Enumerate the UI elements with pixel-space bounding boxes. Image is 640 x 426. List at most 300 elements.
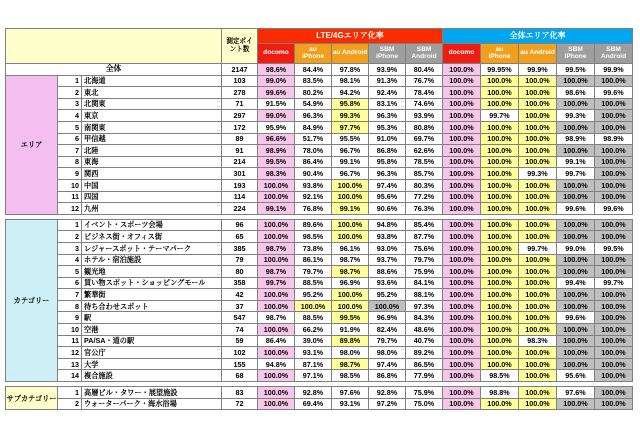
cell-all-1[interactable]: 100.0% [481, 219, 519, 231]
cell-all-4[interactable]: 100.0% [595, 110, 633, 122]
cell-lte-2[interactable]: 96.7% [332, 168, 369, 180]
cell-lte-0[interactable]: 98.6% [258, 64, 295, 76]
cell-lte-0[interactable]: 100.0% [258, 398, 295, 410]
cell-all-0[interactable]: 100.0% [443, 98, 481, 110]
cell-all-2[interactable]: 100.0% [519, 254, 557, 266]
table-row[interactable] [6, 110, 633, 122]
cell-all-2[interactable]: 100.0% [519, 75, 557, 87]
cell-all-3[interactable]: 100.0% [557, 98, 595, 110]
cell-lte-3[interactable]: 90.6% [369, 203, 406, 215]
cell-all-4[interactable]: 100.0% [595, 98, 633, 110]
cell-lte-0[interactable]: 99.6% [258, 87, 295, 99]
cell-all-0[interactable]: 100.0% [443, 312, 481, 324]
cell-lte-4[interactable]: 75.0% [406, 398, 443, 410]
cell-all-4[interactable]: 100.0% [595, 75, 633, 87]
cell-lte-1[interactable]: 88.5% [295, 312, 332, 324]
cell-lte-2[interactable]: 91.9% [332, 324, 369, 336]
cell-lte-2[interactable]: 96.9% [332, 277, 369, 289]
cell-all-0[interactable]: 100.0% [443, 179, 481, 191]
table-row-total[interactable] [6, 64, 633, 76]
cell-lte-3[interactable]: 96.3% [369, 168, 406, 180]
cell-lte-1[interactable]: 90.4% [295, 168, 332, 180]
cell-all-4[interactable]: 100.0% [595, 335, 633, 347]
cell-all-1[interactable]: 98.8% [481, 387, 519, 399]
cell-lte-4[interactable]: 62.6% [406, 145, 443, 157]
cell-all-0[interactable]: 100.0% [443, 335, 481, 347]
cell-all-3[interactable]: 100.0% [557, 358, 595, 370]
cell-all-0[interactable]: 100.0% [443, 203, 481, 215]
cell-all-2[interactable]: 100.0% [519, 203, 557, 215]
cell-all-2[interactable]: 100.0% [519, 277, 557, 289]
cell-lte-0[interactable]: 100.0% [258, 179, 295, 191]
table-row[interactable] [6, 168, 633, 180]
cell-lte-4[interactable]: 69.7% [406, 133, 443, 145]
cell-lte-4[interactable]: 48.6% [406, 324, 443, 336]
cell-lte-4[interactable]: 78.5% [406, 156, 443, 168]
cell-lte-1[interactable]: 84.9% [295, 121, 332, 133]
cell-all-3[interactable]: 99.6% [557, 203, 595, 215]
cell-lte-2[interactable]: 98.5% [332, 370, 369, 382]
cell-lte-0[interactable]: 100.0% [258, 254, 295, 266]
cell-all-3[interactable]: 98.9% [557, 133, 595, 145]
cell-all-1[interactable]: 99.7% [481, 110, 519, 122]
cell-lte-0[interactable]: 99.7% [258, 277, 295, 289]
cell-all-3[interactable]: 100.0% [557, 398, 595, 410]
cell-lte-2[interactable]: 99.3% [332, 110, 369, 122]
cell-all-4[interactable]: 100.0% [595, 121, 633, 133]
cell-all-1[interactable]: 100.0% [481, 254, 519, 266]
cell-all-3[interactable]: 100.0% [557, 289, 595, 301]
cell-all-3[interactable]: 100.0% [557, 75, 595, 87]
cell-lte-1[interactable]: 98.5% [295, 231, 332, 243]
cell-all-3[interactable]: 100.0% [557, 231, 595, 243]
cell-all-3[interactable]: 100.0% [557, 300, 595, 312]
cell-all-2[interactable]: 100.0% [519, 98, 557, 110]
cell-all-1[interactable]: 100.0% [481, 335, 519, 347]
cell-all-4[interactable]: 100.0% [595, 398, 633, 410]
cell-all-4[interactable]: 100.0% [595, 156, 633, 168]
cell-all-2[interactable]: 100.0% [519, 387, 557, 399]
cell-all-4[interactable]: 100.0% [595, 387, 633, 399]
cell-lte-0[interactable]: 99.0% [258, 75, 295, 87]
cell-all-4[interactable]: 99.6% [595, 87, 633, 99]
cell-all-4[interactable]: 100.0% [595, 300, 633, 312]
table-row[interactable] [6, 145, 633, 157]
cell-all-0[interactable]: 100.0% [443, 289, 481, 301]
cell-all-1[interactable]: 98.5% [481, 370, 519, 382]
cell-lte-0[interactable]: 98.3% [258, 168, 295, 180]
cell-all-1[interactable]: 100.0% [481, 87, 519, 99]
table-row[interactable] [6, 335, 633, 347]
cell-lte-2[interactable]: 93.1% [332, 398, 369, 410]
cell-lte-4[interactable]: 77.9% [406, 370, 443, 382]
table-row[interactable] [6, 231, 633, 243]
cell-lte-2[interactable]: 100.0% [332, 300, 369, 312]
cell-all-1[interactable]: 100.0% [481, 289, 519, 301]
cell-all-0[interactable]: 100.0% [443, 398, 481, 410]
cell-all-4[interactable]: 100.0% [595, 289, 633, 301]
cell-lte-2[interactable]: 97.8% [332, 64, 369, 76]
cell-all-4[interactable]: 100.0% [595, 191, 633, 203]
cell-lte-3[interactable]: 79.7% [369, 335, 406, 347]
cell-lte-3[interactable]: 92.4% [369, 87, 406, 99]
cell-all-3[interactable]: 99.4% [557, 277, 595, 289]
cell-lte-3[interactable]: 93.7% [369, 254, 406, 266]
cell-lte-1[interactable]: 73.8% [295, 242, 332, 254]
table-row[interactable] [6, 324, 633, 336]
cell-lte-3[interactable]: 83.1% [369, 98, 406, 110]
cell-all-3[interactable]: 100.0% [557, 191, 595, 203]
cell-lte-2[interactable]: 100.0% [332, 179, 369, 191]
cell-lte-1[interactable]: 87.1% [295, 358, 332, 370]
cell-all-3[interactable]: 99.1% [557, 156, 595, 168]
cell-lte-3[interactable]: 93.6% [369, 277, 406, 289]
cell-lte-3[interactable]: 100.0% [369, 300, 406, 312]
cell-lte-4[interactable]: 76.3% [406, 203, 443, 215]
cell-all-2[interactable]: 100.0% [519, 133, 557, 145]
cell-lte-0[interactable]: 95.9% [258, 121, 295, 133]
table-row[interactable] [6, 156, 633, 168]
cell-all-1[interactable]: 100.0% [481, 266, 519, 278]
cell-all-4[interactable]: 100.0% [595, 347, 633, 359]
cell-all-3[interactable]: 99.0% [557, 242, 595, 254]
cell-lte-1[interactable]: 76.8% [295, 203, 332, 215]
cell-lte-0[interactable]: 98.7% [258, 242, 295, 254]
cell-all-0[interactable]: 100.0% [443, 219, 481, 231]
cell-lte-2[interactable]: 99.1% [332, 203, 369, 215]
cell-lte-4[interactable]: 84.3% [406, 312, 443, 324]
cell-all-2[interactable]: 100.0% [519, 179, 557, 191]
cell-lte-1[interactable]: 95.2% [295, 289, 332, 301]
cell-lte-4[interactable]: 75.6% [406, 242, 443, 254]
cell-all-1[interactable]: 100.0% [481, 358, 519, 370]
cell-lte-1[interactable]: 93.8% [295, 179, 332, 191]
cell-all-2[interactable]: 100.0% [519, 231, 557, 243]
cell-all-0[interactable]: 100.0% [443, 324, 481, 336]
cell-all-2[interactable]: 100.0% [519, 219, 557, 231]
cell-all-4[interactable]: 99.7% [595, 277, 633, 289]
cell-lte-4[interactable]: 85.4% [406, 219, 443, 231]
cell-lte-3[interactable]: 97.4% [369, 179, 406, 191]
cell-lte-1[interactable]: 88.5% [295, 277, 332, 289]
cell-lte-3[interactable]: 95.3% [369, 121, 406, 133]
cell-lte-1[interactable]: 96.3% [295, 110, 332, 122]
table-row[interactable] [6, 277, 633, 289]
cell-lte-0[interactable]: 98.7% [258, 312, 295, 324]
cell-lte-0[interactable]: 100.0% [258, 231, 295, 243]
cell-lte-3[interactable]: 93.0% [369, 242, 406, 254]
table-row[interactable] [6, 370, 633, 382]
cell-all-0[interactable]: 100.0% [443, 254, 481, 266]
cell-all-0[interactable]: 100.0% [443, 370, 481, 382]
cell-all-3[interactable]: 100.0% [557, 324, 595, 336]
cell-all-3[interactable]: 99.7% [557, 168, 595, 180]
cell-lte-2[interactable]: 89.8% [332, 335, 369, 347]
table-row[interactable] [6, 203, 633, 215]
cell-all-0[interactable]: 100.0% [443, 191, 481, 203]
cell-all-2[interactable]: 100.0% [519, 347, 557, 359]
cell-lte-4[interactable]: 93.9% [406, 110, 443, 122]
cell-all-4[interactable]: 100.0% [595, 324, 633, 336]
cell-all-2[interactable]: 99.3% [519, 168, 557, 180]
cell-lte-0[interactable]: 100.0% [258, 347, 295, 359]
cell-all-1[interactable]: 100.0% [481, 242, 519, 254]
cell-lte-2[interactable]: 98.0% [332, 347, 369, 359]
cell-lte-4[interactable]: 77.2% [406, 191, 443, 203]
cell-all-2[interactable]: 100.0% [519, 324, 557, 336]
cell-lte-0[interactable]: 100.0% [258, 300, 295, 312]
cell-all-0[interactable]: 100.0% [443, 231, 481, 243]
cell-all-3[interactable]: 99.5% [557, 64, 595, 76]
cell-lte-0[interactable]: 99.5% [258, 156, 295, 168]
cell-all-2[interactable]: 100.0% [519, 358, 557, 370]
cell-lte-4[interactable]: 80.8% [406, 121, 443, 133]
cell-lte-3[interactable]: 82.4% [369, 324, 406, 336]
cell-all-1[interactable]: 100.0% [481, 156, 519, 168]
table-row[interactable] [6, 179, 633, 191]
table-row[interactable] [6, 121, 633, 133]
cell-all-3[interactable]: 100.0% [557, 347, 595, 359]
cell-lte-1[interactable]: 86.4% [295, 156, 332, 168]
cell-lte-4[interactable]: 97.3% [406, 300, 443, 312]
cell-lte-3[interactable]: 96.3% [369, 110, 406, 122]
cell-all-3[interactable]: 100.0% [557, 335, 595, 347]
table-row[interactable] [6, 87, 633, 99]
cell-all-4[interactable]: 100.0% [595, 358, 633, 370]
cell-lte-1[interactable]: 89.6% [295, 219, 332, 231]
table-row[interactable] [6, 289, 633, 301]
cell-lte-3[interactable]: 86.8% [369, 370, 406, 382]
cell-lte-1[interactable]: 51.7% [295, 133, 332, 145]
cell-lte-2[interactable]: 98.7% [332, 266, 369, 278]
cell-all-4[interactable]: 100.0% [595, 231, 633, 243]
cell-all-2[interactable]: 100.0% [519, 121, 557, 133]
cell-all-1[interactable]: 100.0% [481, 98, 519, 110]
cell-lte-1[interactable]: 93.1% [295, 347, 332, 359]
cell-lte-3[interactable]: 93.8% [369, 231, 406, 243]
table-row[interactable] [6, 254, 633, 266]
cell-all-2[interactable]: 100.0% [519, 145, 557, 157]
cell-all-1[interactable]: 100.0% [481, 312, 519, 324]
table-row[interactable] [6, 266, 633, 278]
cell-lte-4[interactable]: 89.2% [406, 347, 443, 359]
cell-all-1[interactable]: 100.0% [481, 203, 519, 215]
cell-all-2[interactable]: 100.0% [519, 156, 557, 168]
cell-all-2[interactable]: 100.0% [519, 87, 557, 99]
cell-all-3[interactable]: 100.0% [557, 145, 595, 157]
cell-lte-1[interactable]: 92.8% [295, 387, 332, 399]
cell-all-4[interactable]: 100.0% [595, 219, 633, 231]
cell-all-2[interactable]: 98.3% [519, 335, 557, 347]
table-row[interactable] [6, 398, 633, 410]
cell-lte-4[interactable]: 79.7% [406, 254, 443, 266]
cell-all-0[interactable]: 100.0% [443, 87, 481, 99]
cell-all-0[interactable]: 100.0% [443, 347, 481, 359]
table-row[interactable] [6, 387, 633, 399]
cell-all-1[interactable]: 100.0% [481, 231, 519, 243]
cell-lte-1[interactable]: 83.5% [295, 75, 332, 87]
table-row[interactable] [6, 312, 633, 324]
cell-all-0[interactable]: 100.0% [443, 358, 481, 370]
cell-all-0[interactable]: 100.0% [443, 64, 481, 76]
cell-all-0[interactable]: 100.0% [443, 300, 481, 312]
cell-lte-3[interactable]: 95.8% [369, 156, 406, 168]
cell-lte-2[interactable]: 95.5% [332, 133, 369, 145]
cell-all-1[interactable]: 100.0% [481, 398, 519, 410]
cell-lte-4[interactable]: 78.4% [406, 87, 443, 99]
cell-lte-2[interactable]: 98.1% [332, 75, 369, 87]
cell-all-1[interactable]: 100.0% [481, 347, 519, 359]
cell-all-1[interactable]: 100.0% [481, 133, 519, 145]
cell-all-1[interactable]: 100.0% [481, 168, 519, 180]
cell-all-2[interactable]: 99.9% [519, 64, 557, 76]
cell-all-4[interactable]: 98.9% [595, 133, 633, 145]
cell-lte-4[interactable]: 88.1% [406, 289, 443, 301]
table-row[interactable] [6, 242, 633, 254]
cell-all-3[interactable]: 100.0% [557, 121, 595, 133]
cell-lte-2[interactable]: 94.2% [332, 87, 369, 99]
cell-all-0[interactable]: 100.0% [443, 168, 481, 180]
table-row[interactable] [6, 219, 633, 231]
cell-lte-3[interactable]: 88.6% [369, 266, 406, 278]
cell-lte-2[interactable]: 97.6% [332, 387, 369, 399]
cell-all-2[interactable]: 100.0% [519, 300, 557, 312]
cell-all-2[interactable]: 100.0% [519, 312, 557, 324]
cell-lte-0[interactable]: 100.0% [258, 387, 295, 399]
cell-all-4[interactable]: 100.0% [595, 179, 633, 191]
cell-lte-4[interactable]: 76.7% [406, 75, 443, 87]
cell-all-4[interactable]: 100.0% [595, 266, 633, 278]
cell-all-3[interactable]: 98.6% [557, 87, 595, 99]
cell-all-2[interactable]: 100.0% [519, 289, 557, 301]
cell-all-3[interactable]: 100.0% [557, 219, 595, 231]
cell-all-0[interactable]: 100.0% [443, 145, 481, 157]
cell-lte-3[interactable]: 95.6% [369, 191, 406, 203]
cell-lte-2[interactable]: 100.0% [332, 219, 369, 231]
cell-all-2[interactable]: 100.0% [519, 191, 557, 203]
cell-all-0[interactable]: 100.0% [443, 266, 481, 278]
cell-lte-3[interactable]: 97.2% [369, 398, 406, 410]
table-row[interactable] [6, 347, 633, 359]
cell-all-4[interactable]: 99.5% [595, 242, 633, 254]
cell-all-4[interactable]: 100.0% [595, 254, 633, 266]
cell-all-4[interactable]: 100.0% [595, 370, 633, 382]
cell-lte-1[interactable]: 69.4% [295, 398, 332, 410]
cell-lte-0[interactable]: 96.6% [258, 133, 295, 145]
cell-lte-2[interactable]: 99.5% [332, 312, 369, 324]
cell-lte-3[interactable]: 92.8% [369, 387, 406, 399]
cell-lte-0[interactable]: 94.8% [258, 358, 295, 370]
cell-lte-0[interactable]: 99.1% [258, 203, 295, 215]
cell-all-0[interactable]: 100.0% [443, 156, 481, 168]
cell-lte-3[interactable]: 98.0% [369, 347, 406, 359]
cell-lte-1[interactable]: 66.2% [295, 324, 332, 336]
cell-lte-3[interactable]: 93.9% [369, 64, 406, 76]
table-row[interactable] [6, 300, 633, 312]
cell-all-1[interactable]: 99.95% [481, 64, 519, 76]
cell-all-1[interactable]: 100.0% [481, 145, 519, 157]
table-row[interactable] [6, 191, 633, 203]
cell-lte-3[interactable]: 97.4% [369, 358, 406, 370]
cell-all-1[interactable]: 100.0% [481, 191, 519, 203]
table-row[interactable] [6, 75, 633, 87]
cell-all-2[interactable]: 99.7% [519, 242, 557, 254]
cell-lte-3[interactable]: 86.8% [369, 145, 406, 157]
cell-all-4[interactable]: 100.0% [595, 145, 633, 157]
cell-lte-0[interactable]: 100.0% [258, 370, 295, 382]
cell-all-4[interactable]: 99.9% [595, 64, 633, 76]
cell-all-3[interactable]: 100.0% [557, 254, 595, 266]
cell-lte-1[interactable]: 100.0% [295, 300, 332, 312]
cell-lte-4[interactable]: 86.5% [406, 358, 443, 370]
table-row[interactable] [6, 98, 633, 110]
cell-all-1[interactable]: 100.0% [481, 300, 519, 312]
cell-lte-0[interactable]: 100.0% [258, 219, 295, 231]
cell-lte-3[interactable]: 91.0% [369, 133, 406, 145]
cell-all-3[interactable]: 97.6% [557, 387, 595, 399]
cell-all-3[interactable]: 95.6% [557, 370, 595, 382]
cell-all-1[interactable]: 100.0% [481, 179, 519, 191]
cell-all-0[interactable]: 100.0% [443, 387, 481, 399]
cell-lte-1[interactable]: 92.1% [295, 191, 332, 203]
cell-all-4[interactable]: 100.0% [595, 312, 633, 324]
cell-all-0[interactable]: 100.0% [443, 133, 481, 145]
cell-lte-0[interactable]: 100.0% [258, 289, 295, 301]
cell-lte-2[interactable]: 96.7% [332, 145, 369, 157]
cell-all-2[interactable]: 100.0% [519, 398, 557, 410]
cell-lte-0[interactable]: 100.0% [258, 324, 295, 336]
cell-lte-4[interactable]: 85.7% [406, 168, 443, 180]
cell-lte-4[interactable]: 40.7% [406, 335, 443, 347]
cell-lte-0[interactable]: 99.0% [258, 110, 295, 122]
cell-lte-2[interactable]: 96.1% [332, 242, 369, 254]
cell-all-3[interactable]: 100.0% [557, 266, 595, 278]
cell-all-1[interactable]: 100.0% [481, 277, 519, 289]
cell-all-1[interactable]: 100.0% [481, 324, 519, 336]
cell-lte-1[interactable]: 78.0% [295, 145, 332, 157]
cell-lte-3[interactable]: 94.8% [369, 219, 406, 231]
cell-lte-1[interactable]: 39.0% [295, 335, 332, 347]
cell-lte-3[interactable]: 96.9% [369, 312, 406, 324]
cell-lte-0[interactable]: 98.7% [258, 266, 295, 278]
cell-lte-1[interactable]: 84.4% [295, 64, 332, 76]
cell-all-4[interactable]: 99.6% [595, 203, 633, 215]
cell-lte-4[interactable]: 80.3% [406, 179, 443, 191]
cell-all-2[interactable]: 100.0% [519, 266, 557, 278]
cell-lte-2[interactable]: 98.7% [332, 358, 369, 370]
cell-all-0[interactable]: 100.0% [443, 277, 481, 289]
cell-lte-2[interactable]: 100.0% [332, 289, 369, 301]
cell-lte-1[interactable]: 97.1% [295, 370, 332, 382]
table-row[interactable] [6, 133, 633, 145]
cell-lte-4[interactable]: 84.1% [406, 277, 443, 289]
table-row[interactable] [6, 358, 633, 370]
cell-lte-3[interactable]: 95.2% [369, 289, 406, 301]
cell-lte-2[interactable]: 99.1% [332, 156, 369, 168]
cell-all-4[interactable]: 100.0% [595, 168, 633, 180]
cell-all-2[interactable]: 100.0% [519, 110, 557, 122]
cell-lte-2[interactable]: 97.7% [332, 121, 369, 133]
cell-all-0[interactable]: 100.0% [443, 75, 481, 87]
cell-all-2[interactable]: 100.0% [519, 370, 557, 382]
cell-lte-1[interactable]: 79.7% [295, 266, 332, 278]
cell-lte-2[interactable]: 100.0% [332, 191, 369, 203]
cell-lte-1[interactable]: 80.2% [295, 87, 332, 99]
cell-lte-0[interactable]: 91.5% [258, 98, 295, 110]
cell-all-0[interactable]: 100.0% [443, 121, 481, 133]
cell-lte-2[interactable]: 100.0% [332, 231, 369, 243]
cell-all-1[interactable]: 100.0% [481, 75, 519, 87]
